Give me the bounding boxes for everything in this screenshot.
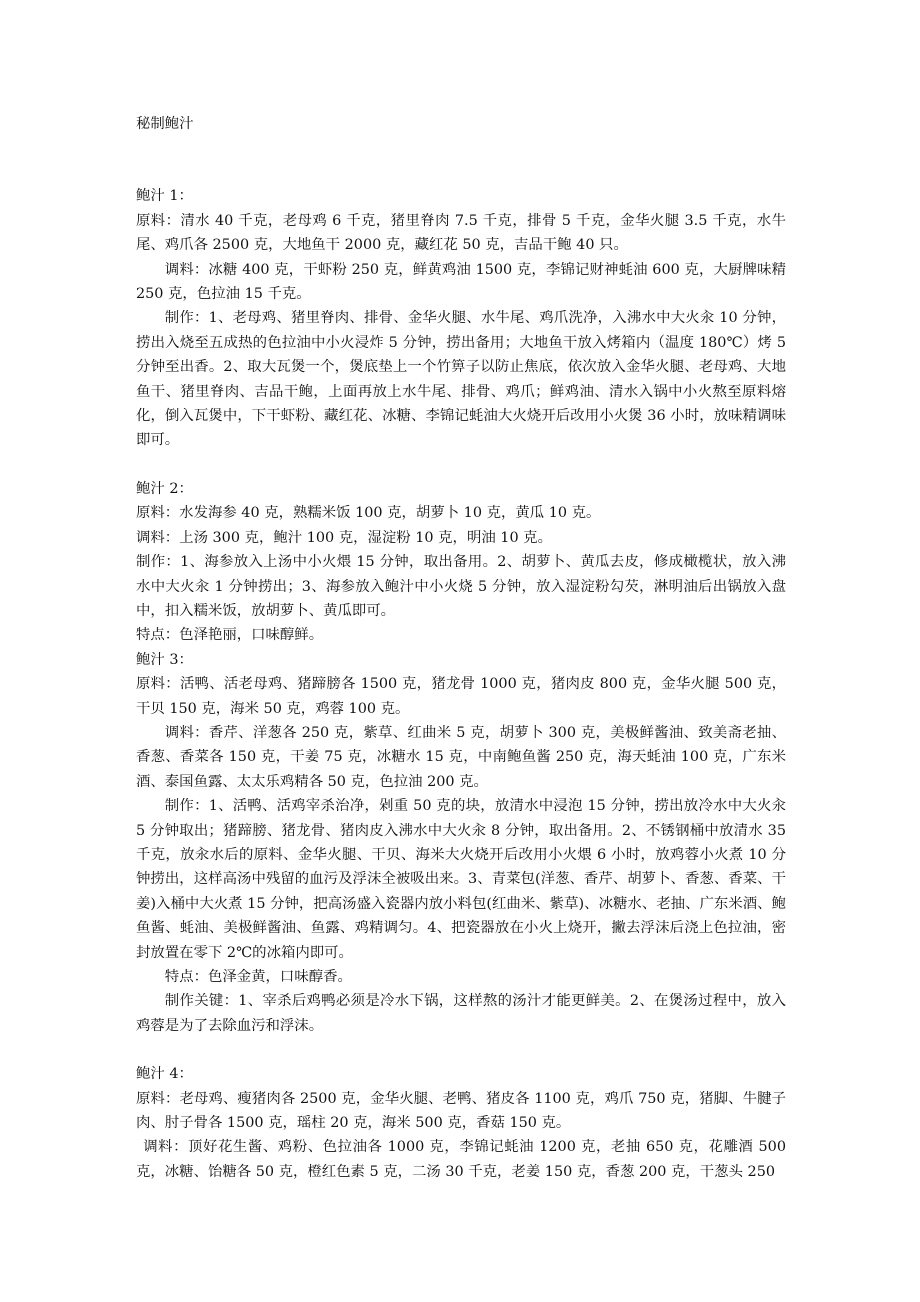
- section-3: [136, 648, 786, 1039]
- section-2: [136, 477, 786, 648]
- features-paragraph: 特点：色泽金黄，口味醇香。: [164, 969, 352, 985]
- ingredients-paragraph: 原料：清水 40 千克，老母鸡 6 千克，猪里脊肉 7.5 千克，排骨 5 千克，金华火腿 3.5 千克，水牛尾、鸡爪各 2500 克，大地鱼干 2000 克，藏红花 50 克，吉品干鲍 40 只。: [136, 212, 786, 254]
- method-paragraph: 制作：1、老母鸡、猪里脊肉、排骨、金华火腿、水牛尾、鸡爪洗净，入沸水中大火汆 10 分钟，捞出入烧至五成热的色拉油中小火浸炸 5 分钟，捞出备用；大地鱼干放入烤箱内（温度 180℃）烤 5 分钟至出香。2、取大瓦煲一个，煲底垫上一个竹箅子以防止焦底，依次放入金华火腿、老母鸡、大地鱼干、猪里脊肉、吉品干鲍，上面再放上水牛尾、排骨、鸡爪；鲜鸡油、清水入锅中小火熬至原料熔化，倒入瓦煲中，下干虾粉、藏红花、冰糖、李锦记蚝油大火烧开后改用小火煲 36 小时，放味精调味即可。: [136, 310, 786, 449]
- section-heading: 鲍汁 2：: [136, 480, 193, 497]
- seasoning-paragraph: 调料：顶好花生酱、鸡粉、色拉油各 1000 克，李锦记蚝油 1200 克，老抽 650 克，花雕酒 500 克，冰糖、饴糖各 50 克，橙红色素 5 克，二汤 30 千克，老姜 150 克，香葱 200 克，干葱头 250: [136, 1139, 786, 1180]
- seasoning-paragraph: 调料：上汤 300 克，鲍汁 100 克，湿淀粉 10 克，明油 10 克。: [136, 529, 552, 546]
- seasoning-paragraph: 调料：冰糖 400 克，干虾粉 250 克，鲜黄鸡油 1500 克，李锦记财神蚝油 600 克，大厨牌味精 250 克，色拉油 15 千克。: [136, 261, 786, 303]
- spacer: [136, 453, 786, 477]
- ingredients-paragraph: 原料：水发海参 40 克，熟糯米饭 100 克，胡萝卜 10 克，黄瓜 10 克。: [136, 505, 601, 522]
- key-points-paragraph: 制作关键：1、宰杀后鸡鸭必须是冷水下锅，这样熬的汤汁才能更鲜美。2、在煲汤过程中，放入鸡蓉是为了去除血污和浮沫。: [136, 993, 786, 1034]
- method-paragraph: 制作：1、活鸭、活鸡宰杀治净，剁重 50 克的块，放清水中浸泡 15 分钟，捞出放冷水中大火汆 5 分钟取出；猪蹄膀、猪龙骨、猪肉皮入沸水中大火汆 8 分钟，取出备用。2、不锈钢桶中放清水 35 千克，放汆水后的原料、金华火腿、干贝、海米大火烧开后改用小火煨 6 小时，放鸡蓉小火煮 10 分钟捞出，这样高汤中残留的血污及浮沫全被吸出来。3、青菜包(洋葱、香芹、胡萝卜、香葱、香菜、干姜)入桶中大火煮 15 分钟，把高汤盛入瓷器内放小料包(红曲米、紫草)、冰糖水、老抽、广东米酒、鲍鱼酱、蚝油、美极鲜酱油、鱼露、鸡精调匀。4、把瓷器放在小火上烧开，撇去浮沫后浇上色拉油，密封放置在零下 2℃的冰箱内即可。: [136, 798, 786, 961]
- features-paragraph: 特点：色泽艳丽，口味醇鲜。: [136, 627, 324, 644]
- section-heading: 鲍汁 1：: [136, 188, 193, 205]
- section-heading: 鲍汁 3：: [136, 651, 193, 668]
- section-4: [136, 1062, 786, 1184]
- document-body: [136, 112, 786, 1184]
- spacer: [136, 1038, 786, 1062]
- method-paragraph: 制作：1、海参放入上汤中小火煨 15 分钟，取出备用。2、胡萝卜、黄瓜去皮，修成橄榄状，放入沸水中大火汆 1 分钟捞出；3、海参放入鲍汁中小火烧 5 分钟，放入湿淀粉勾芡，淋明油后出锅放入盘中，扣入糯米饭，放胡萝卜、黄瓜即可。: [136, 554, 786, 619]
- section-1: [136, 184, 786, 452]
- document-title: 秘制鲍汁: [136, 116, 194, 132]
- seasoning-paragraph: 调料：香芹、洋葱各 250 克，紫草、红曲米 5 克，胡萝卜 300 克，美极鲜酱油、致美斋老抽、香葱、香菜各 150 克，干姜 75 克，冰糖水 15 克，中南鲍鱼酱 250 克，海天蚝油 100 克，广东米酒、泰国鱼露、太太乐鸡精各 50 克，色拉油 200 克。: [136, 724, 786, 790]
- ingredients-paragraph: 原料：活鸭、活老母鸡、猪蹄膀各 1500 克，猪龙骨 1000 克，猪肉皮 800 克，金华火腿 500 克，干贝 150 克，海米 50 克，鸡蓉 100 克。: [136, 676, 786, 717]
- section-heading: 鲍汁 4：: [136, 1066, 193, 1083]
- ingredients-paragraph: 原料：老母鸡、瘦猪肉各 2500 克，金华火腿、老鸭、猪皮各 1100 克，鸡爪 750 克，猪脚、牛腱子肉、肘子骨各 1500 克，瑶柱 20 克，海米 500 克，香菇 150 克。: [136, 1090, 786, 1132]
